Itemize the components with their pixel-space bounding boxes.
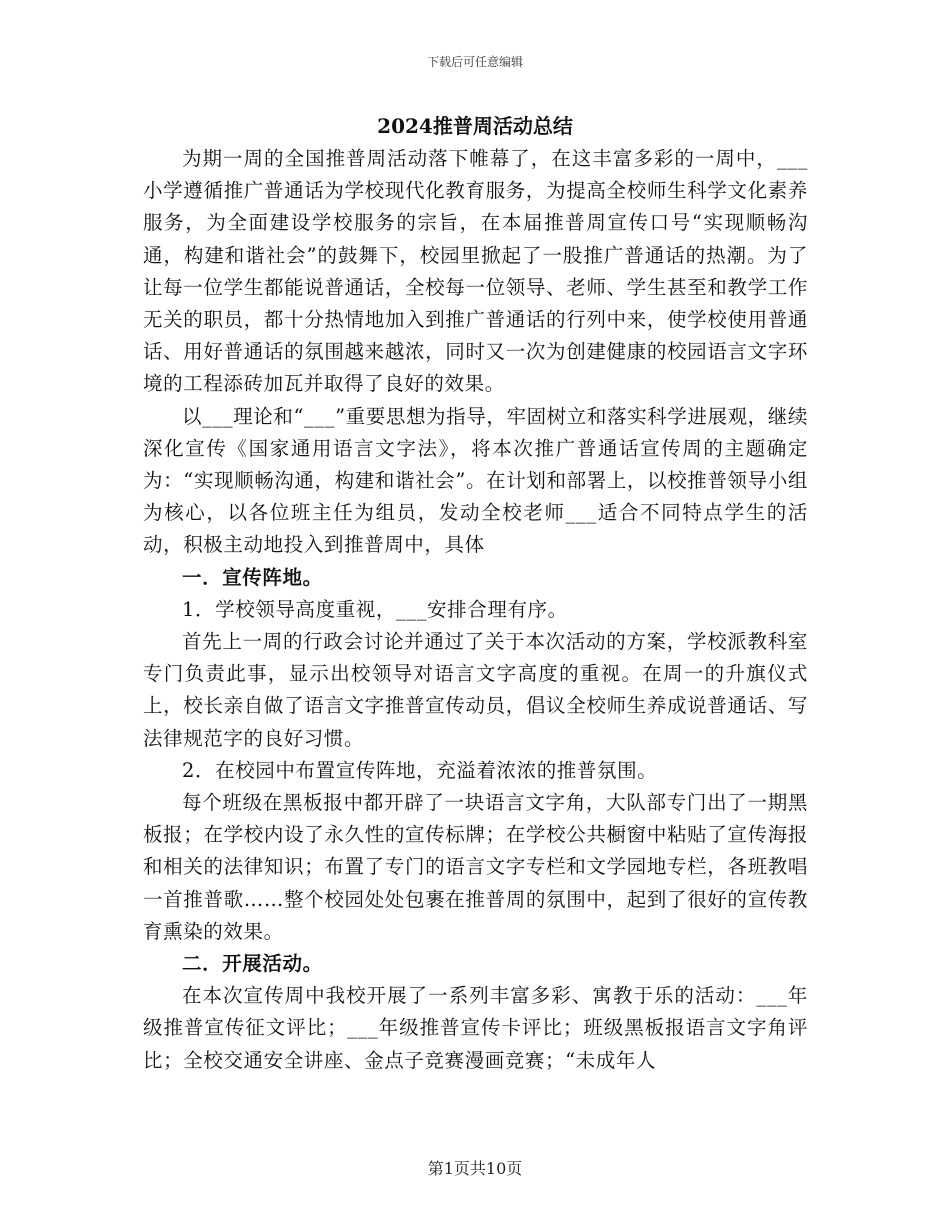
page-number: 第1页共10页	[427, 1159, 523, 1178]
document-body	[143, 143, 808, 1077]
subheading-leadership: 1．学校领导高度重视，___安排合理有序。	[182, 597, 568, 621]
header-note: 下载后可任意编辑	[426, 55, 523, 69]
paragraph-leadership: 首先上一周的行政会讨论并通过了关于本次活动的方案，学校派教科室专门负责此事，显示出校领导对语言文字高度的重视。在周一的升旗仪式上，校长亲自做了语言文字推普宣传动员，倡议全校师生养成说普通话、写法律规范字的良好习惯。	[143, 630, 808, 750]
paragraph-guidance: 以___理论和“___”重要思想为指导，牢固树立和落实科学进展观，继续深化宣传《国家通用语言文字法》，将本次推广普通话宣传周的主题确定为：“实现顺畅沟通，构建和谐社会”。在计划和部署上，以校推普领导小组为核心，以各位班主任为组员，发动全校老师___适合不同特点学生的活动，积极主动地投入到推普周中，具体	[143, 404, 808, 557]
section-heading-publicity: 一．宣传阵地。	[182, 565, 323, 589]
paragraph-activities: 在本次宣传周中我校开展了一系列丰富多彩、寓教于乐的活动：___年级推普宣传征文评比；___年级推普宣传卡评比；班级黑板报语言文字角评比；全校交通安全讲座、金点子竞赛漫画竞赛；“未成年人	[143, 984, 808, 1072]
paragraph-intro: 为期一周的全国推普周活动落下帷幕了，在这丰富多彩的一周中，___小学遵循推广普通话为学校现代化教育服务，为提高全校师生科学文化素养服务，为全面建设学校服务的宗旨，在本届推普周宣传口号“实现顺畅沟通，构建和谐社会”的鼓舞下，校园里掀起了一股推广普通话的热潮。为了让每一位学生都能说普通话，全校每一位领导、老师、学生甚至和教学工作无关的职员，都十分热情地加入到推广普通话的行列中来，使学校使用普通话、用好普通话的氛围越来越浓，同时又一次为创建健康的校园语言文字环境的工程添砖加瓦并取得了良好的效果。	[143, 147, 808, 396]
document-title: 2024推普周活动总结	[377, 114, 573, 138]
section-heading-activities: 二．开展活动。	[182, 952, 323, 976]
subheading-campus-publicity: 2．在校园中布置宣传阵地，充溢着浓浓的推普氛围。	[182, 758, 658, 782]
paragraph-campus-publicity: 每个班级在黑板报中都开辟了一块语言文字角，大队部专门出了一期黑板报；在学校内设了永久性的宣传标牌；在学校公共橱窗中粘贴了宣传海报和相关的法律知识；布置了专门的语言文字专栏和文学园地专栏，各班教唱一首推普歌……整个校园处处包裹在推普周的氛围中，起到了很好的宣传教育熏染的效果。	[143, 791, 808, 943]
